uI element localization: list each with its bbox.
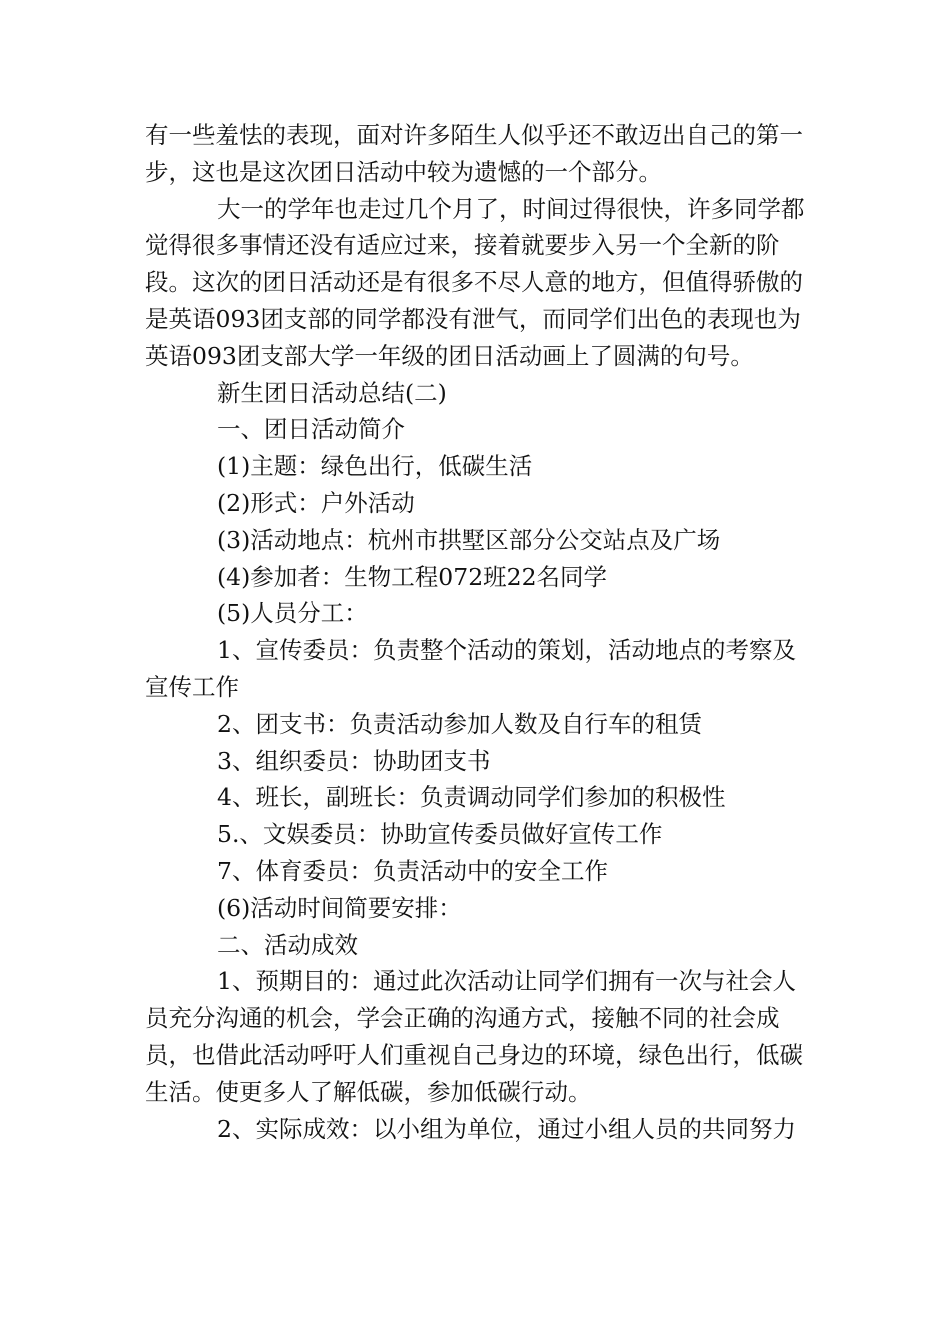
paragraph: 1、预期目的：通过此次活动让同学们拥有一次与社会人员充分沟通的机会，学会正确的沟通方式，接触不同的社会成员，也借此活动呼吁人们重视自己身边的环境，绿色出行，低碳生活。使更多人了解低碳，参加低碳行动。 [145, 967, 803, 1106]
section-heading: 二、活动成效 [217, 930, 358, 959]
list-item: 4、班长，副班长：负责调动同学们参加的积极性 [217, 783, 726, 812]
list-item: (3)活动地点：杭州市拱墅区部分公交站点及广场 [217, 525, 721, 554]
list-item: 3、组织委员：协助团支书 [217, 746, 491, 775]
document-body [145, 117, 810, 1147]
list-item: (2)形式：户外活动 [217, 488, 415, 517]
list-item: (4)参加者：生物工程072班22名同学 [217, 562, 608, 591]
list-item: (6)活动时间简要安排： [217, 893, 462, 922]
list-item: 2、团支书：负责活动参加人数及自行车的租赁 [217, 709, 702, 738]
list-item: (1)主题：绿色出行，低碳生活 [217, 452, 533, 481]
paragraph: 大一的学年也走过几个月了，时间过得很快，许多同学都觉得很多事情还没有适应过来，接着就要步入另一个全新的阶段。这次的团日活动还是有很多不尽人意的地方，但值得骄傲的是英语093团支部的同学都没有泄气，而同学们出色的表现也为英语093团支部大学一年级的团日活动画上了圆满的句号。 [145, 194, 805, 370]
section-title: 新生团日活动总结(二) [217, 378, 447, 407]
paragraph: 2、实际成效：以小组为单位，通过小组人员的共同努力 [217, 1114, 796, 1143]
list-item: 5.、文娱委员：协助宣传委员做好宣传工作 [217, 820, 663, 849]
list-item: (5)人员分工： [217, 599, 368, 628]
list-item: 1、宣传委员：负责整个活动的策划，活动地点的考察及宣传工作 [145, 636, 796, 701]
list-item: 7、体育委员：负责活动中的安全工作 [217, 856, 608, 885]
paragraph: 有一些羞怯的表现，面对许多陌生人似乎还不敢迈出自己的第一步，这也是这次团日活动中较为遗憾的一个部分。 [145, 121, 803, 186]
section-heading: 一、团日活动简介 [217, 415, 405, 444]
